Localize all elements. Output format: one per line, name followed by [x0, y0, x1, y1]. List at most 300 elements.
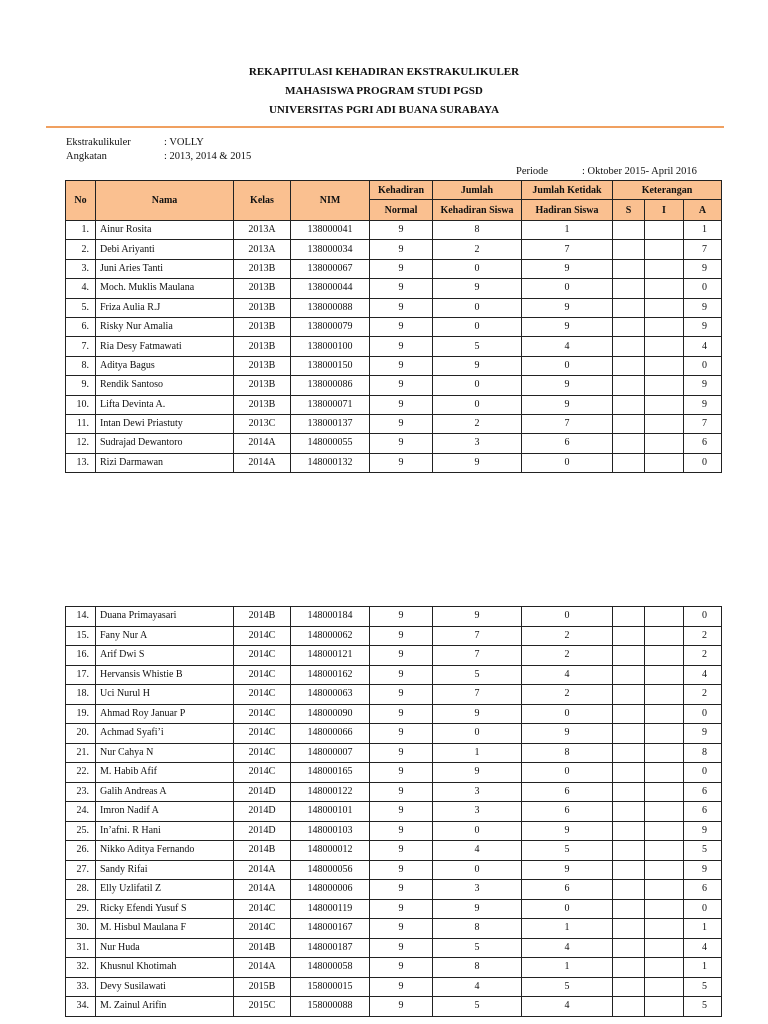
table-row [66, 958, 722, 978]
row-kelas: 2014A [234, 958, 291, 978]
row-kehadiran-normal: 9 [370, 919, 433, 939]
row-kehadiran-normal: 9 [370, 821, 433, 841]
row-a: 9 [684, 259, 722, 278]
row-nama: Galih Andreas A [96, 782, 234, 802]
row-jumlah-ketidak: 7 [522, 240, 613, 259]
row-i [645, 240, 684, 259]
row-jumlah-kehadiran: 9 [433, 607, 522, 627]
col-kelas: Kelas [234, 181, 291, 221]
row-nama: Rendik Santoso [96, 376, 234, 395]
row-jumlah-kehadiran: 9 [433, 763, 522, 783]
row-nim: 138000067 [291, 259, 370, 278]
row-a: 6 [684, 802, 722, 822]
row-jumlah-kehadiran: 0 [433, 860, 522, 880]
row-nim: 148000012 [291, 841, 370, 861]
row-no: 22. [66, 763, 96, 783]
table-row [66, 704, 722, 724]
row-i [645, 938, 684, 958]
row-nama: Intan Dewi Priastuty [96, 414, 234, 433]
row-kelas: 2014C [234, 704, 291, 724]
row-s [613, 453, 645, 472]
row-kelas: 2013B [234, 395, 291, 414]
row-jumlah-kehadiran: 5 [433, 997, 522, 1017]
table-row [66, 259, 722, 278]
row-no: 1. [66, 221, 96, 240]
row-kehadiran-normal: 9 [370, 938, 433, 958]
row-jumlah-kehadiran: 8 [433, 221, 522, 240]
table-row [66, 743, 722, 763]
row-kehadiran-normal: 9 [370, 665, 433, 685]
row-i [645, 395, 684, 414]
row-jumlah-ketidak: 5 [522, 977, 613, 997]
row-kehadiran-normal: 9 [370, 802, 433, 822]
row-nim: 148000090 [291, 704, 370, 724]
row-i [645, 977, 684, 997]
row-nim: 138000071 [291, 395, 370, 414]
row-s [613, 414, 645, 433]
row-jumlah-kehadiran: 0 [433, 821, 522, 841]
row-nama: Nur Huda [96, 938, 234, 958]
row-kehadiran-normal: 9 [370, 880, 433, 900]
row-kehadiran-normal: 9 [370, 958, 433, 978]
row-a: 4 [684, 938, 722, 958]
row-nama: Khusnul Khotimah [96, 958, 234, 978]
row-no: 15. [66, 626, 96, 646]
table-row [66, 221, 722, 240]
row-nim: 138000034 [291, 240, 370, 259]
row-nim: 138000137 [291, 414, 370, 433]
col-kehadiran-normal-1: Kehadiran [370, 181, 433, 200]
row-i [645, 743, 684, 763]
row-nama: Elly Uzlifatil Z [96, 880, 234, 900]
row-jumlah-ketidak: 8 [522, 743, 613, 763]
row-nama: Achmad Syafi’i [96, 724, 234, 744]
row-no: 5. [66, 298, 96, 317]
row-s [613, 880, 645, 900]
row-jumlah-ketidak: 0 [522, 899, 613, 919]
col-jumlah-ketidak-1: Jumlah Ketidak [522, 181, 613, 200]
row-s [613, 919, 645, 939]
row-no: 30. [66, 919, 96, 939]
row-jumlah-ketidak: 6 [522, 880, 613, 900]
row-kelas: 2013A [234, 240, 291, 259]
row-a: 6 [684, 782, 722, 802]
row-i [645, 958, 684, 978]
row-nama: Juni Aries Tanti [96, 259, 234, 278]
row-nim: 148000066 [291, 724, 370, 744]
row-no: 34. [66, 997, 96, 1017]
row-nim: 148000058 [291, 958, 370, 978]
table-row [66, 821, 722, 841]
row-kelas: 2014C [234, 665, 291, 685]
row-a: 1 [684, 919, 722, 939]
row-jumlah-kehadiran: 2 [433, 414, 522, 433]
row-kelas: 2013B [234, 337, 291, 356]
row-a: 9 [684, 724, 722, 744]
table-row [66, 841, 722, 861]
row-nama: M. Zainul Arifin [96, 997, 234, 1017]
row-i [645, 317, 684, 336]
row-a: 0 [684, 704, 722, 724]
row-kehadiran-normal: 9 [370, 414, 433, 433]
row-i [645, 724, 684, 744]
row-i [645, 665, 684, 685]
row-jumlah-ketidak: 6 [522, 802, 613, 822]
col-s: S [613, 200, 645, 221]
row-kehadiran-normal: 9 [370, 395, 433, 414]
row-a: 2 [684, 626, 722, 646]
row-nim: 148000056 [291, 860, 370, 880]
table-row [66, 279, 722, 298]
row-nama: Ainur Rosita [96, 221, 234, 240]
row-s [613, 665, 645, 685]
row-no: 10. [66, 395, 96, 414]
row-a: 2 [684, 685, 722, 705]
row-jumlah-kehadiran: 9 [433, 899, 522, 919]
row-jumlah-ketidak: 5 [522, 841, 613, 861]
row-s [613, 646, 645, 666]
row-no: 17. [66, 665, 96, 685]
col-no: No [66, 181, 96, 221]
row-s [613, 376, 645, 395]
row-a: 0 [684, 453, 722, 472]
row-nama: Ria Desy Fatmawati [96, 337, 234, 356]
row-jumlah-kehadiran: 0 [433, 259, 522, 278]
row-nim: 148000103 [291, 821, 370, 841]
row-kelas: 2014C [234, 646, 291, 666]
row-jumlah-ketidak: 9 [522, 724, 613, 744]
row-kelas: 2014C [234, 899, 291, 919]
ekstra-label: Ekstrakulikuler [66, 137, 131, 148]
row-s [613, 704, 645, 724]
row-no: 23. [66, 782, 96, 802]
row-s [613, 899, 645, 919]
row-a: 0 [684, 356, 722, 375]
row-kelas: 2014A [234, 434, 291, 453]
header-divider [46, 126, 724, 128]
table-row [66, 337, 722, 356]
row-s [613, 821, 645, 841]
row-nama: Sandy Rifai [96, 860, 234, 880]
row-no: 12. [66, 434, 96, 453]
row-s [613, 743, 645, 763]
row-i [645, 646, 684, 666]
row-no: 25. [66, 821, 96, 841]
table-row [66, 782, 722, 802]
row-kehadiran-normal: 9 [370, 977, 433, 997]
row-kelas: 2014B [234, 841, 291, 861]
row-jumlah-ketidak: 2 [522, 626, 613, 646]
table-row [66, 880, 722, 900]
row-jumlah-ketidak: 1 [522, 919, 613, 939]
row-s [613, 685, 645, 705]
row-nim: 158000088 [291, 997, 370, 1017]
row-jumlah-ketidak: 7 [522, 414, 613, 433]
row-no: 33. [66, 977, 96, 997]
row-kelas: 2014D [234, 802, 291, 822]
row-a: 8 [684, 743, 722, 763]
row-nama: Friza Aulia R.J [96, 298, 234, 317]
row-a: 5 [684, 997, 722, 1017]
row-s [613, 221, 645, 240]
col-jumlah-ketidak-2: Hadiran Siswa [522, 200, 613, 221]
col-i: I [645, 200, 684, 221]
table-row [66, 665, 722, 685]
row-nim: 148000119 [291, 899, 370, 919]
row-s [613, 298, 645, 317]
row-no: 13. [66, 453, 96, 472]
row-nim: 148000055 [291, 434, 370, 453]
row-s [613, 240, 645, 259]
table-row [66, 646, 722, 666]
row-i [645, 841, 684, 861]
row-i [645, 899, 684, 919]
row-jumlah-ketidak: 9 [522, 821, 613, 841]
row-kelas: 2014B [234, 938, 291, 958]
row-jumlah-ketidak: 4 [522, 938, 613, 958]
row-jumlah-kehadiran: 0 [433, 376, 522, 395]
table-row [66, 317, 722, 336]
row-kelas: 2014C [234, 724, 291, 744]
row-nama: M. Habib Afif [96, 763, 234, 783]
row-kelas: 2014C [234, 685, 291, 705]
table-row [66, 607, 722, 627]
col-nama: Nama [96, 181, 234, 221]
row-jumlah-ketidak: 0 [522, 453, 613, 472]
row-s [613, 782, 645, 802]
row-no: 28. [66, 880, 96, 900]
periode-value: : Oktober 2015- April 2016 [582, 166, 697, 177]
row-jumlah-kehadiran: 9 [433, 704, 522, 724]
row-jumlah-ketidak: 9 [522, 298, 613, 317]
row-no: 24. [66, 802, 96, 822]
row-jumlah-ketidak: 4 [522, 997, 613, 1017]
table-row [66, 724, 722, 744]
row-nama: Imron Nadif A [96, 802, 234, 822]
row-jumlah-ketidak: 1 [522, 958, 613, 978]
row-s [613, 337, 645, 356]
col-jumlah-kehadiran-2: Kehadiran Siswa [433, 200, 522, 221]
row-kelas: 2014C [234, 763, 291, 783]
row-nim: 138000150 [291, 356, 370, 375]
row-nama: Nur Cahya N [96, 743, 234, 763]
row-nim: 138000088 [291, 298, 370, 317]
row-s [613, 938, 645, 958]
row-kehadiran-normal: 9 [370, 997, 433, 1017]
row-no: 8. [66, 356, 96, 375]
row-nama: Risky Nur Amalia [96, 317, 234, 336]
row-nim: 158000015 [291, 977, 370, 997]
row-kehadiran-normal: 9 [370, 860, 433, 880]
angkatan-label: Angkatan [66, 151, 107, 162]
row-kehadiran-normal: 9 [370, 646, 433, 666]
row-jumlah-ketidak: 6 [522, 782, 613, 802]
row-i [645, 279, 684, 298]
row-nama: Lifta Devinta A. [96, 395, 234, 414]
row-no: 2. [66, 240, 96, 259]
row-a: 9 [684, 298, 722, 317]
row-a: 0 [684, 899, 722, 919]
row-kelas: 2014C [234, 626, 291, 646]
row-nim: 138000041 [291, 221, 370, 240]
table-row [66, 453, 722, 472]
row-a: 9 [684, 860, 722, 880]
row-nim: 148000121 [291, 646, 370, 666]
row-jumlah-kehadiran: 9 [433, 356, 522, 375]
row-jumlah-ketidak: 0 [522, 704, 613, 724]
row-kehadiran-normal: 9 [370, 685, 433, 705]
row-s [613, 626, 645, 646]
row-jumlah-ketidak: 9 [522, 376, 613, 395]
row-kehadiran-normal: 9 [370, 434, 433, 453]
row-i [645, 802, 684, 822]
row-nama: In’afni. R Hani [96, 821, 234, 841]
row-nama: Debi Ariyanti [96, 240, 234, 259]
row-jumlah-ketidak: 0 [522, 279, 613, 298]
table-row [66, 685, 722, 705]
row-s [613, 317, 645, 336]
row-i [645, 376, 684, 395]
row-kehadiran-normal: 9 [370, 240, 433, 259]
table-row [66, 395, 722, 414]
row-kelas: 2013B [234, 298, 291, 317]
row-kehadiran-normal: 9 [370, 356, 433, 375]
row-nama: Ricky Efendi Yusuf S [96, 899, 234, 919]
row-nim: 148000167 [291, 919, 370, 939]
row-kelas: 2013B [234, 376, 291, 395]
row-no: 20. [66, 724, 96, 744]
table-row [66, 763, 722, 783]
row-nim: 148000187 [291, 938, 370, 958]
row-s [613, 279, 645, 298]
col-nim: NIM [291, 181, 370, 221]
row-no: 4. [66, 279, 96, 298]
row-kehadiran-normal: 9 [370, 279, 433, 298]
row-jumlah-kehadiran: 3 [433, 434, 522, 453]
row-s [613, 724, 645, 744]
row-a: 7 [684, 414, 722, 433]
row-jumlah-ketidak: 9 [522, 259, 613, 278]
row-i [645, 337, 684, 356]
row-kelas: 2015C [234, 997, 291, 1017]
row-jumlah-kehadiran: 4 [433, 977, 522, 997]
row-a: 1 [684, 958, 722, 978]
row-nim: 148000101 [291, 802, 370, 822]
row-no: 7. [66, 337, 96, 356]
row-i [645, 453, 684, 472]
row-jumlah-ketidak: 9 [522, 395, 613, 414]
row-nama: Duana Primayasari [96, 607, 234, 627]
row-nama: Fany Nur A [96, 626, 234, 646]
row-kelas: 2013C [234, 414, 291, 433]
row-jumlah-kehadiran: 0 [433, 724, 522, 744]
row-i [645, 626, 684, 646]
row-i [645, 763, 684, 783]
table-row [66, 626, 722, 646]
row-a: 0 [684, 607, 722, 627]
table-row [66, 240, 722, 259]
row-jumlah-kehadiran: 8 [433, 919, 522, 939]
row-kelas: 2014B [234, 607, 291, 627]
col-jumlah-kehadiran-1: Jumlah [433, 181, 522, 200]
row-i [645, 860, 684, 880]
row-nim: 138000100 [291, 337, 370, 356]
table-row [66, 356, 722, 375]
row-i [645, 259, 684, 278]
row-i [645, 782, 684, 802]
table-row [66, 977, 722, 997]
row-jumlah-kehadiran: 8 [433, 958, 522, 978]
row-jumlah-kehadiran: 7 [433, 685, 522, 705]
row-jumlah-ketidak: 1 [522, 221, 613, 240]
row-kehadiran-normal: 9 [370, 259, 433, 278]
row-a: 4 [684, 665, 722, 685]
row-nim: 148000132 [291, 453, 370, 472]
row-kehadiran-normal: 9 [370, 841, 433, 861]
table-row [66, 938, 722, 958]
col-kehadiran-normal-2: Normal [370, 200, 433, 221]
row-s [613, 977, 645, 997]
ekstra-value: : VOLLY [164, 137, 204, 148]
row-a: 9 [684, 376, 722, 395]
row-kehadiran-normal: 9 [370, 763, 433, 783]
row-a: 9 [684, 317, 722, 336]
row-kehadiran-normal: 9 [370, 337, 433, 356]
col-a: A [684, 200, 722, 221]
row-a: 7 [684, 240, 722, 259]
row-no: 3. [66, 259, 96, 278]
row-s [613, 395, 645, 414]
row-jumlah-kehadiran: 5 [433, 337, 522, 356]
row-jumlah-ketidak: 0 [522, 356, 613, 375]
row-a: 2 [684, 646, 722, 666]
row-jumlah-kehadiran: 5 [433, 665, 522, 685]
row-nama: M. Hisbul Maulana F [96, 919, 234, 939]
row-s [613, 958, 645, 978]
row-nama: Moch. Muklis Maulana [96, 279, 234, 298]
table-row [66, 298, 722, 317]
row-jumlah-kehadiran: 3 [433, 802, 522, 822]
row-s [613, 434, 645, 453]
row-kehadiran-normal: 9 [370, 626, 433, 646]
title-line-3: UNIVERSITAS PGRI ADI BUANA SURABAYA [268, 104, 500, 116]
row-no: 14. [66, 607, 96, 627]
row-no: 21. [66, 743, 96, 763]
row-jumlah-ketidak: 2 [522, 646, 613, 666]
row-nim: 138000086 [291, 376, 370, 395]
row-nim: 148000062 [291, 626, 370, 646]
row-nama: Nikko Aditya Fernando [96, 841, 234, 861]
row-nama: Sudrajad Dewantoro [96, 434, 234, 453]
row-jumlah-ketidak: 4 [522, 337, 613, 356]
row-no: 29. [66, 899, 96, 919]
row-s [613, 356, 645, 375]
row-kehadiran-normal: 9 [370, 743, 433, 763]
row-jumlah-kehadiran: 7 [433, 646, 522, 666]
row-no: 31. [66, 938, 96, 958]
row-kelas: 2014A [234, 453, 291, 472]
row-nama: Arif Dwi S [96, 646, 234, 666]
row-nim: 148000165 [291, 763, 370, 783]
row-i [645, 704, 684, 724]
row-kelas: 2014D [234, 821, 291, 841]
row-i [645, 356, 684, 375]
row-i [645, 997, 684, 1017]
row-i [645, 298, 684, 317]
row-jumlah-ketidak: 4 [522, 665, 613, 685]
row-kelas: 2013B [234, 259, 291, 278]
row-kehadiran-normal: 9 [370, 607, 433, 627]
